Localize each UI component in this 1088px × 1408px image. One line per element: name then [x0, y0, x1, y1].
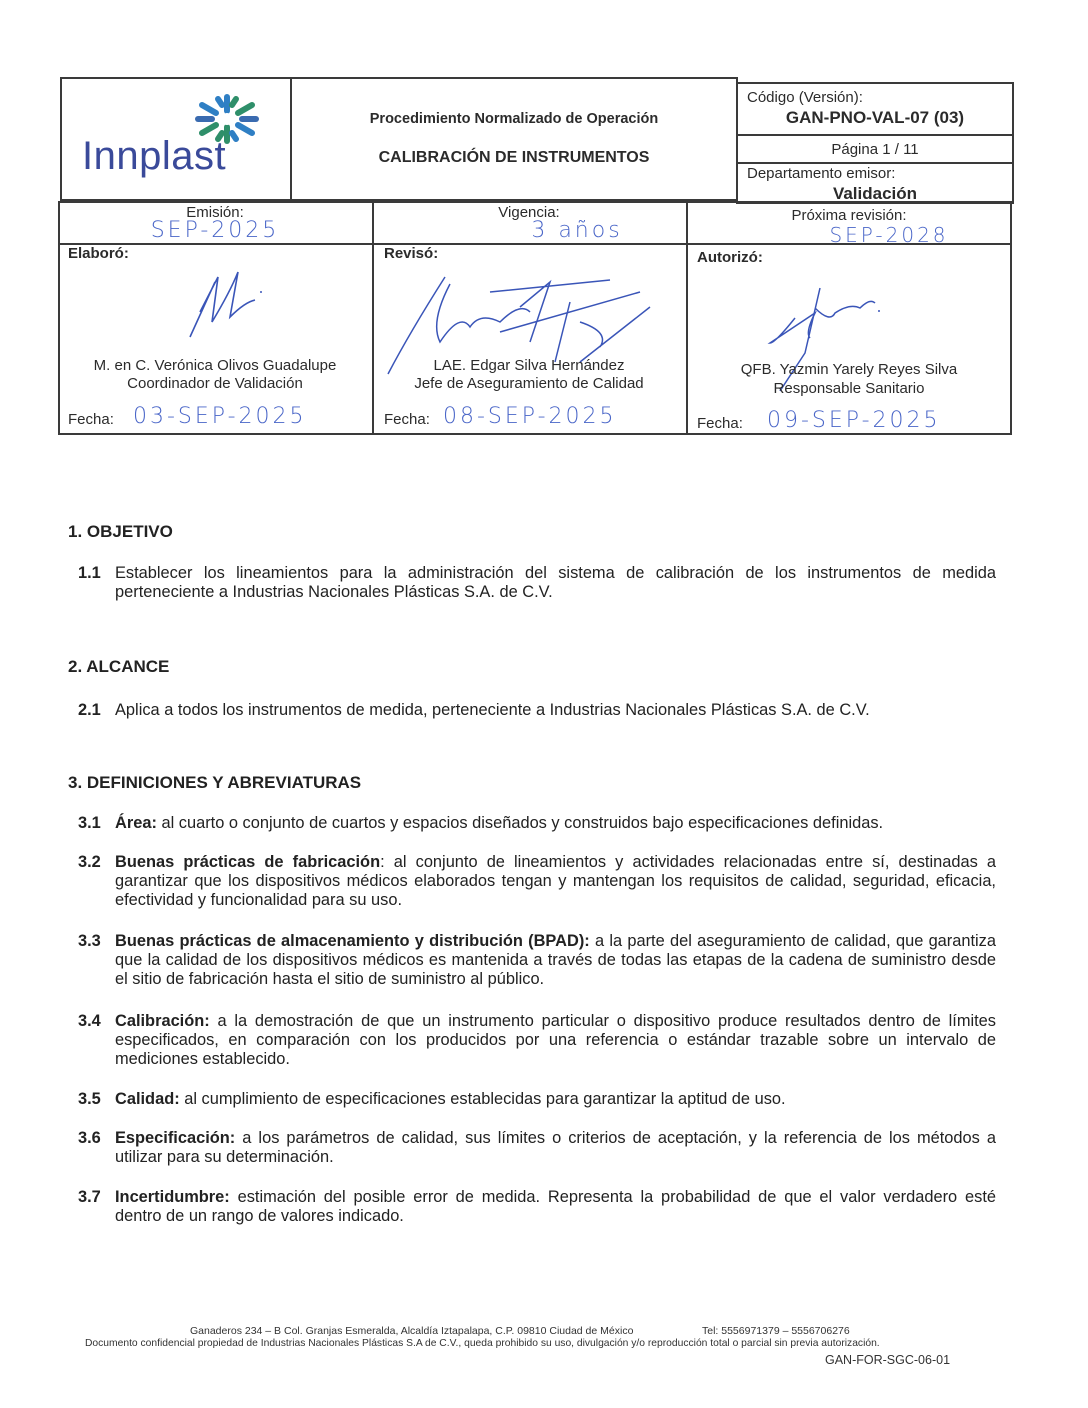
prepared-date-value: 03-SEP-2025: [133, 404, 307, 429]
authorized-by-name: QFB. Yazmin Yarely Reyes Silva: [740, 361, 958, 378]
item-text: al cuarto o conjunto de cuartos y espacios diseñados y construidos bajo especificaciones definidas.: [156, 814, 884, 832]
footer-address: Ganaderos 234 – B Col. Granjas Esmeralda, Alcaldía Iztapalapa, C.P. 09810 Ciudad de México: [190, 1325, 634, 1337]
signature-prepared-by: [160, 262, 270, 347]
authorized-date-value: 09-SEP-2025: [767, 408, 941, 433]
list-item: [78, 1012, 996, 1069]
code-label: Código (Versión):: [747, 89, 863, 106]
section-title: 1. OBJETIVO: [68, 522, 173, 541]
dept-label: Departamento emisor:: [747, 165, 896, 182]
list-item: [78, 1188, 996, 1226]
item-term: Buenas prácticas de fabricación: [115, 853, 381, 871]
list-item: [78, 814, 996, 833]
next-review-label: Próxima revisión:: [791, 207, 907, 224]
item-term: Buenas prácticas de almacenamiento y distribución (BPAD):: [115, 932, 590, 950]
item-term: Especificación:: [115, 1129, 236, 1147]
procedure-type: Procedimiento Normalizado de Operación: [369, 111, 659, 127]
footer-phone: Tel: 5556971379 – 5556706276: [702, 1325, 850, 1337]
reviewed-by-position: Jefe de Aseguramiento de Calidad: [414, 375, 644, 392]
item-text: Establecer los lineamientos para la administración del sistema de calibración de los instrumentos de medida perteneciente a Industrias Nacionales Plásticas S.A. de C.V.: [115, 564, 996, 601]
authorized-by-label: Autorizó:: [697, 249, 763, 266]
item-number: 3.7: [78, 1188, 101, 1206]
document-title: CALIBRACIÓN DE INSTRUMENTOS: [378, 149, 650, 166]
prepared-by-position: Coordinador de Validación: [127, 375, 303, 392]
item-text: : al conjunto de lineamientos y actividades relacionadas entre sí, destinadas a garantizar que los dispositivos médicos elaborados tengan y mantengan los requisitos de calidad, seguridad, eficacia, efectividad y funcionalidad para su uso.: [115, 853, 997, 909]
item-number: 1.1: [78, 564, 101, 582]
item-text: a los parámetros de calidad, sus límites o criterios de aceptación, y la referencia de los métodos a utilizar para su determinación.: [115, 1129, 996, 1166]
code-value: GAN-PNO-VAL-07 (03): [785, 108, 965, 127]
item-number: 3.3: [78, 932, 101, 950]
validity-label: Vigencia:: [498, 204, 560, 221]
reviewed-by-label: Revisó:: [384, 245, 439, 262]
emission-value: SEP-2025: [150, 218, 280, 243]
item-text: a la parte del aseguramiento de calidad, que garantiza que la calidad de los dispositivos médicos es mantenida a través de todas las etapas de la cadena de suministro desde el sitio de fabricación hasta el sitio de suministro al público.: [115, 932, 996, 988]
item-term: Calibración:: [115, 1012, 210, 1030]
authorized-by-position: Responsable Sanitario: [773, 380, 925, 397]
validity-value: 3 años: [531, 218, 623, 243]
item-number: 3.6: [78, 1129, 101, 1147]
divider: [736, 162, 1014, 164]
logo-wordmark: Innplast: [82, 134, 227, 178]
footer-confidentiality: Documento confidencial propiedad de Industrias Nacionales Plásticas S.A de C.V., queda prohibido su uso, divulgación y/o reproducción total o parcial sin previa autorización.: [85, 1338, 880, 1349]
next-review-value: SEP-2028: [829, 223, 949, 247]
item-text: al cumplimiento de especificaciones establecidas para garantizar la aptitud de uso.: [179, 1090, 786, 1108]
reviewed-date-value: 08-SEP-2025: [443, 404, 617, 429]
item-text: estimación del posible error de medida. Representa la probabilidad de que el valor verdadero esté dentro de un rango de valores indicado.: [115, 1188, 996, 1225]
section-title: 2. ALCANCE: [68, 657, 170, 676]
list-item: [78, 932, 996, 989]
divider: [736, 134, 1014, 136]
prepared-by-label: Elaboró:: [68, 245, 129, 262]
list-item: [78, 1129, 996, 1167]
prepared-by-name: M. en C. Verónica Olivos Guadalupe: [93, 357, 337, 374]
item-term: Calidad:: [115, 1090, 180, 1108]
reviewed-by-name: LAE. Edgar Silva Hernández: [433, 357, 625, 374]
list-item: [78, 853, 996, 910]
authorized-date-label: Fecha:: [697, 415, 743, 432]
item-number: 3.4: [78, 1012, 101, 1030]
reviewed-date-label: Fecha:: [384, 411, 430, 428]
prepared-date-label: Fecha:: [68, 411, 114, 428]
divider: [372, 201, 374, 435]
page-indicator: Página 1 / 11: [831, 141, 919, 158]
item-number: 2.1: [78, 701, 101, 719]
divider: [290, 77, 292, 201]
item-term: Incertidumbre:: [115, 1188, 230, 1206]
item-text: a la demostración de que un instrumento particular o dispositivo produce resultados dentro de límites especificados, en comparación con los producidos por una referencia o estándar trazable sobre un intervalo de mediciones establecido.: [115, 1012, 996, 1068]
dept-value: Validación: [832, 184, 918, 203]
list-item: [78, 1090, 996, 1109]
list-item: [78, 701, 996, 720]
list-item: [78, 564, 996, 602]
section-title: 3. DEFINICIONES Y ABREVIATURAS: [68, 773, 362, 792]
item-number: 3.5: [78, 1090, 101, 1108]
footer-form-code: GAN-FOR-SGC-06-01: [825, 1353, 951, 1367]
emission-label: Emisión:: [186, 204, 244, 221]
item-text: Aplica a todos los instrumentos de medida, perteneciente a Industrias Nacionales Plásticas S.A. de C.V.: [115, 701, 870, 719]
item-number: 3.2: [78, 853, 101, 871]
item-term: Área:: [115, 814, 157, 832]
item-number: 3.1: [78, 814, 101, 832]
